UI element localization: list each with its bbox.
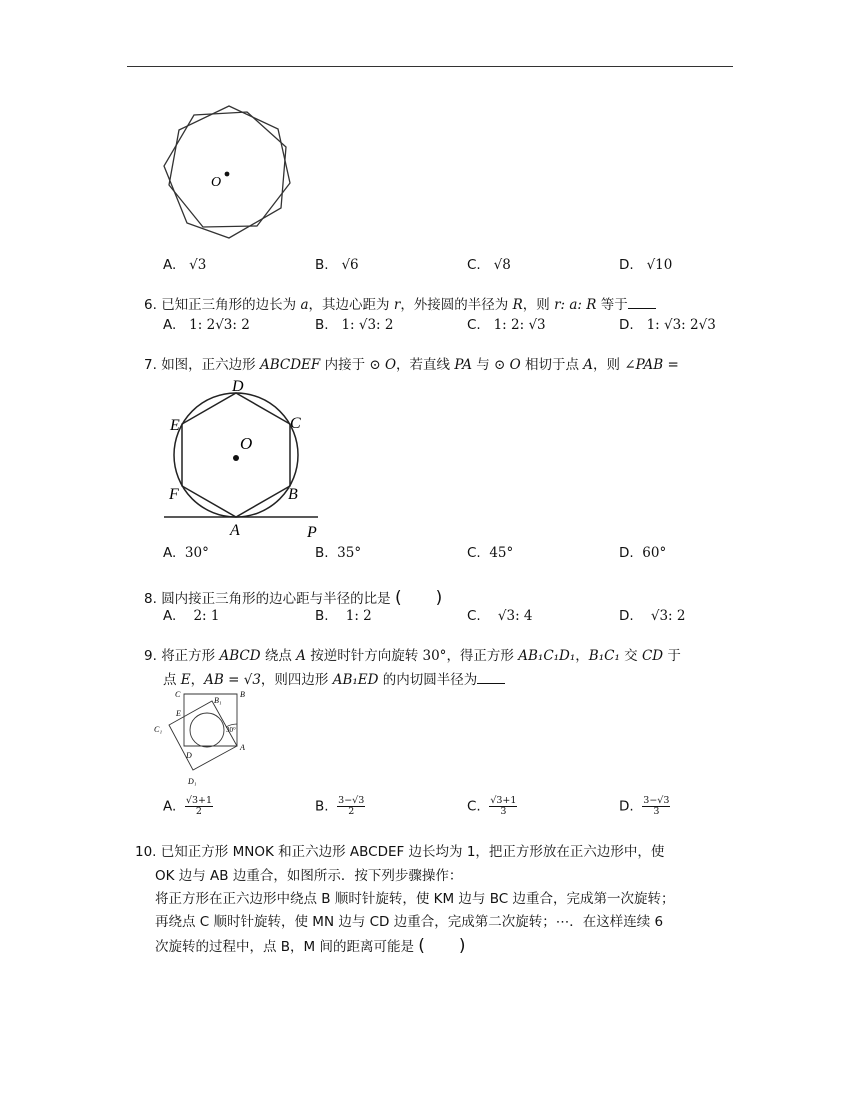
- q9-option-c[interactable]: C. $\frac{√3+1}{3}$: [467, 795, 517, 817]
- q5-option-d[interactable]: D. √10: [619, 257, 673, 273]
- q9-option-d[interactable]: D. $\frac{3-√3}{3}$: [619, 795, 670, 817]
- answer-blank[interactable]: [477, 671, 505, 684]
- svg-text:D: D: [232, 378, 244, 395]
- svg-text:F: F: [169, 486, 179, 503]
- q9-option-b[interactable]: B. $\frac{3-√3}{2}$: [315, 795, 365, 817]
- svg-text:A: A: [230, 522, 240, 539]
- q10-stem-line1: 10. 已知正方形 MNOK 和正六边形 ABCDEF 边长均为 1，把正方形放在正六边形中，使: [135, 844, 665, 860]
- q7-figure: [160, 372, 330, 542]
- svg-text:A: A: [240, 743, 245, 752]
- q7-stem: 7. 如图，正六边形 ABCDEF 内接于 ⊙ O，若直线 PA 与 ⊙ O 相切于点 A，则 ∠PAB =: [144, 357, 679, 373]
- q5-option-b[interactable]: B. √6: [315, 257, 359, 273]
- answer-paren: ( ): [418, 936, 466, 956]
- q5-option-a[interactable]: A. √3: [163, 257, 207, 273]
- q6-option-c[interactable]: C. 1: 2: √3: [467, 317, 546, 333]
- q8-number: 8.: [144, 591, 157, 607]
- q7-number: 7.: [144, 357, 157, 373]
- svg-text:D: D: [186, 751, 192, 760]
- header-rule: [127, 66, 733, 67]
- svg-text:B: B: [288, 486, 298, 503]
- q6-option-d[interactable]: D. 1: √3: 2√3: [619, 317, 716, 333]
- q10-stem-line5: 次旋转的过程中，点 B，M 间的距离可能是 ( ): [155, 936, 466, 956]
- q9-number: 9.: [144, 648, 157, 664]
- q9-option-a[interactable]: A. $\frac{√3+1}{2}$: [163, 795, 212, 817]
- svg-text:P: P: [307, 524, 317, 541]
- q7-option-b[interactable]: B. 35°: [315, 545, 362, 561]
- q10-stem-line4: 再绕点 C 顺时针旋转，使 MN 边与 CD 边重合，完成第二次旋转；⋯．在这样连续 6: [155, 914, 664, 930]
- q7-option-c[interactable]: C. 45°: [467, 545, 514, 561]
- q10-stem-line2: OK 边与 AB 边重合，如图所示．按下列步骤操作：: [155, 868, 463, 884]
- q8-option-c[interactable]: C. √3: 4: [467, 608, 533, 624]
- svg-text:E: E: [176, 709, 181, 718]
- q6-option-a[interactable]: A. 1: 2√3: 2: [163, 317, 250, 333]
- q10-number: 10.: [135, 844, 157, 860]
- q7-option-d[interactable]: D. 60°: [619, 545, 667, 561]
- q5-figure: [150, 98, 310, 248]
- q5-option-c[interactable]: C. √8: [467, 257, 511, 273]
- answer-blank[interactable]: [628, 296, 656, 309]
- q7-option-a[interactable]: A. 30°: [163, 545, 209, 561]
- svg-text:B₁: B₁: [214, 696, 222, 705]
- q5-center-label: O: [211, 175, 222, 190]
- svg-text:C: C: [290, 415, 301, 432]
- svg-text:C₁: C₁: [154, 725, 163, 734]
- svg-text:30°: 30°: [226, 726, 236, 734]
- q8-option-d[interactable]: D. √3: 2: [619, 608, 686, 624]
- svg-text:D₁: D₁: [188, 777, 197, 786]
- q8-stem: 8. 圆内接正三角形的边心距与半径的比是 ( ): [144, 588, 443, 608]
- q9-stem-line2: 点 E，AB = √3，则四边形 AB₁ED 的内切圆半径为: [163, 668, 505, 688]
- svg-text:O: O: [240, 434, 253, 453]
- q10-stem-line3: 将正方形在正六边形中绕点 B 顺时针旋转，使 KM 边与 BC 边重合，完成第一次旋转；: [155, 891, 675, 907]
- q6-number: 6.: [144, 297, 157, 313]
- svg-text:B: B: [240, 690, 245, 699]
- q8-option-a[interactable]: A. 2: 1: [163, 608, 220, 624]
- q9-stem-line1: 9. 将正方形 ABCD 绕点 A 按逆时针方向旋转 30°，得正方形 AB₁C₁D₁，B₁C₁ 交 CD 于: [144, 648, 681, 664]
- answer-paren: ( ): [394, 588, 443, 608]
- svg-text:E: E: [170, 417, 180, 434]
- q9-figure: [150, 688, 260, 788]
- q6-stem: 6. 已知正三角形的边长为 a，其边心距为 r，外接圆的半径为 R，则 r: a: R 等于: [144, 293, 656, 313]
- q6-option-b[interactable]: B. 1: √3: 2: [315, 317, 394, 333]
- svg-text:C: C: [175, 690, 181, 699]
- q8-option-b[interactable]: B. 1: 2: [315, 608, 372, 624]
